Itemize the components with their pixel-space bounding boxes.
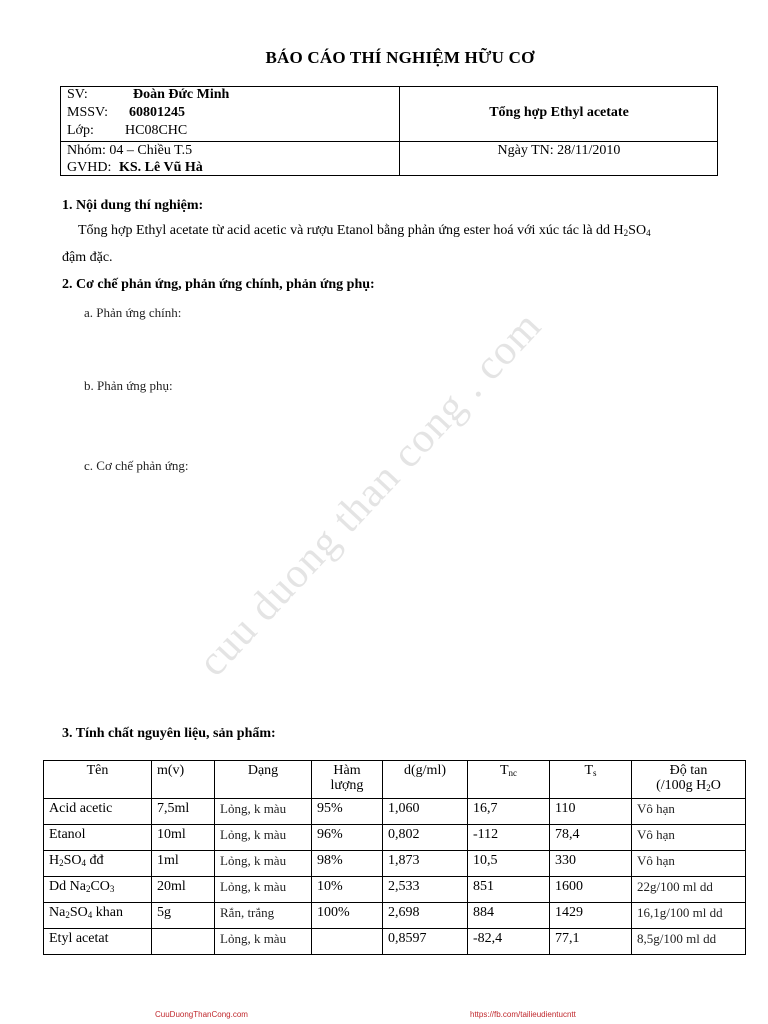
cell-content: 98% — [312, 851, 383, 877]
section-2a: a. Phản ứng chính: — [84, 305, 182, 320]
student-id-label: MSSV: — [67, 105, 108, 120]
subscript: 4 — [646, 228, 651, 238]
formula-part: Dd Na — [49, 879, 86, 894]
cell-name — [44, 903, 152, 929]
cell-melting-point: 884 — [468, 903, 550, 929]
cell-density: 2,698 — [383, 903, 468, 929]
table-row — [44, 903, 746, 929]
table-row — [44, 825, 746, 851]
cell-content: 96% — [312, 825, 383, 851]
header-solubility — [632, 761, 746, 799]
experiment-topic: Tổng hợp Ethyl acetate — [489, 105, 629, 120]
table-row — [44, 799, 746, 825]
cell-content: 95% — [312, 799, 383, 825]
cell-density: 1,060 — [383, 799, 468, 825]
header-melting-point — [468, 761, 550, 799]
cell-density: 0,802 — [383, 825, 468, 851]
cell-content: 100% — [312, 903, 383, 929]
table-row — [44, 877, 746, 903]
section-1-text-cont: đậm đặc. — [62, 250, 113, 265]
cell-solubility: Vô hạn — [632, 825, 746, 851]
cell-solubility: 22g/100 ml dd — [632, 877, 746, 903]
cell-form: Lỏng, k màu — [215, 825, 312, 851]
header-content-1: Hàm — [333, 763, 361, 778]
cell-boiling-point: 78,4 — [550, 825, 632, 851]
cell-mass: 5g — [152, 903, 215, 929]
cell-density: 0,8597 — [383, 929, 468, 955]
cell-form: Lỏng, k màu — [215, 851, 312, 877]
class-label: Lớp: — [67, 123, 94, 138]
formula-part: SO — [63, 853, 82, 868]
cell-mass: 10ml — [152, 825, 215, 851]
header-solubility-2: (/100g H — [656, 778, 707, 793]
cell-melting-point: -112 — [468, 825, 550, 851]
cell-boiling-point: 1600 — [550, 877, 632, 903]
cell-boiling-point: 1429 — [550, 903, 632, 929]
section-1-text — [78, 223, 651, 239]
formula-part: SO — [69, 905, 88, 920]
cell-name: Etyl acetat — [44, 929, 152, 955]
cell-form: Rắn, trắng — [215, 903, 312, 929]
table-header-row — [44, 761, 746, 799]
class-value: HC08CHC — [125, 123, 188, 138]
subscript: 2 — [623, 228, 629, 238]
watermark: cuu duong than cong . com — [189, 302, 551, 686]
table-row — [44, 851, 746, 877]
subscript: nc — [508, 768, 518, 778]
cell-solubility: 8,5g/100 ml dd — [632, 929, 746, 955]
info-table — [60, 86, 718, 176]
supervisor-label: GVHD: — [67, 160, 112, 175]
info-table-row-divider — [61, 141, 717, 142]
cell-melting-point: 16,7 — [468, 799, 550, 825]
subscript: 2 — [59, 858, 64, 868]
formula-part: đđ — [86, 853, 104, 868]
cell-name: Etanol — [44, 825, 152, 851]
cell-mass: 7,5ml — [152, 799, 215, 825]
footer-right-link[interactable]: https://fb.com/tailieudientucntt — [470, 1010, 576, 1019]
student-id: 60801245 — [129, 105, 185, 120]
cell-content — [312, 929, 383, 955]
cell-form: Lỏng, k màu — [215, 799, 312, 825]
cell-form: Lỏng, k màu — [215, 877, 312, 903]
cell-density: 1,873 — [383, 851, 468, 877]
section-2b: b. Phản ứng phụ: — [84, 378, 173, 393]
header-solubility-1: Độ tan — [669, 763, 708, 778]
cell-solubility: 16,1g/100 ml dd — [632, 903, 746, 929]
student-name: Đoàn Đức Minh — [133, 87, 230, 102]
header-mass: m(v) — [152, 761, 215, 799]
subscript: 2 — [65, 910, 70, 920]
header-ts: T — [584, 763, 594, 778]
cell-density: 2,533 — [383, 877, 468, 903]
cell-boiling-point: 330 — [550, 851, 632, 877]
cell-solubility: Vô hạn — [632, 851, 746, 877]
section-3-heading: 3. Tính chất nguyên liệu, sản phẩm: — [62, 726, 276, 741]
cell-boiling-point: 110 — [550, 799, 632, 825]
supervisor-name: KS. Lê Vũ Hà — [119, 160, 203, 175]
cell-melting-point: 10,5 — [468, 851, 550, 877]
group-info: Nhóm: 04 – Chiều T.5 — [67, 143, 193, 158]
subscript: 3 — [109, 884, 115, 894]
header-density: d(g/ml) — [383, 761, 468, 799]
subscript: 2 — [85, 884, 91, 894]
info-table-divider — [399, 87, 400, 175]
cell-mass — [152, 929, 215, 955]
table-row — [44, 929, 746, 955]
header-content-2: lượng — [330, 778, 364, 793]
properties-table — [43, 760, 746, 955]
formula-part: CO — [90, 879, 110, 894]
subscript: 4 — [87, 910, 93, 920]
cell-name — [44, 877, 152, 903]
header-content — [312, 761, 383, 799]
header-form: Dạng — [215, 761, 312, 799]
formula-part: Na — [49, 905, 66, 920]
cell-melting-point: 851 — [468, 877, 550, 903]
experiment-date: Ngày TN: 28/11/2010 — [497, 143, 621, 158]
subscript: s — [593, 768, 597, 778]
cell-name — [44, 851, 152, 877]
cell-mass: 1ml — [152, 851, 215, 877]
student-label: SV: — [67, 87, 88, 102]
section-2-heading: 2. Cơ chế phản ứng, phản ứng chính, phản ứng phụ: — [62, 277, 375, 292]
formula-part: H — [49, 853, 60, 868]
subscript: 2 — [706, 783, 711, 793]
subscript: 4 — [81, 858, 87, 868]
section-1-heading: 1. Nội dung thí nghiệm: — [62, 198, 204, 213]
header-name: Tên — [44, 761, 152, 799]
header-solubility-3: O — [710, 778, 721, 793]
cell-mass: 20ml — [152, 877, 215, 903]
cell-content: 10% — [312, 877, 383, 903]
section-2c: c. Cơ chế phản ứng: — [84, 458, 189, 473]
section-1-text-part: SO — [628, 223, 647, 238]
section-1-text-part: Tổng hợp Ethyl acetate từ acid acetic và rượu Etanol bằng phản ứng ester hoá với xúc tác là dd H — [78, 223, 624, 238]
formula-part: khan — [92, 905, 123, 920]
cell-solubility: Vô hạn — [632, 799, 746, 825]
header-tnc: T — [499, 763, 509, 778]
cell-form: Lỏng, k màu — [215, 929, 312, 955]
cell-boiling-point: 77,1 — [550, 929, 632, 955]
cell-melting-point: -82,4 — [468, 929, 550, 955]
cell-name: Acid acetic — [44, 799, 152, 825]
header-boiling-point — [550, 761, 632, 799]
footer-left-link[interactable]: CuuDuongThanCong.com — [155, 1010, 248, 1019]
document-title: BÁO CÁO THÍ NGHIỆM HỮU CƠ — [265, 48, 535, 67]
